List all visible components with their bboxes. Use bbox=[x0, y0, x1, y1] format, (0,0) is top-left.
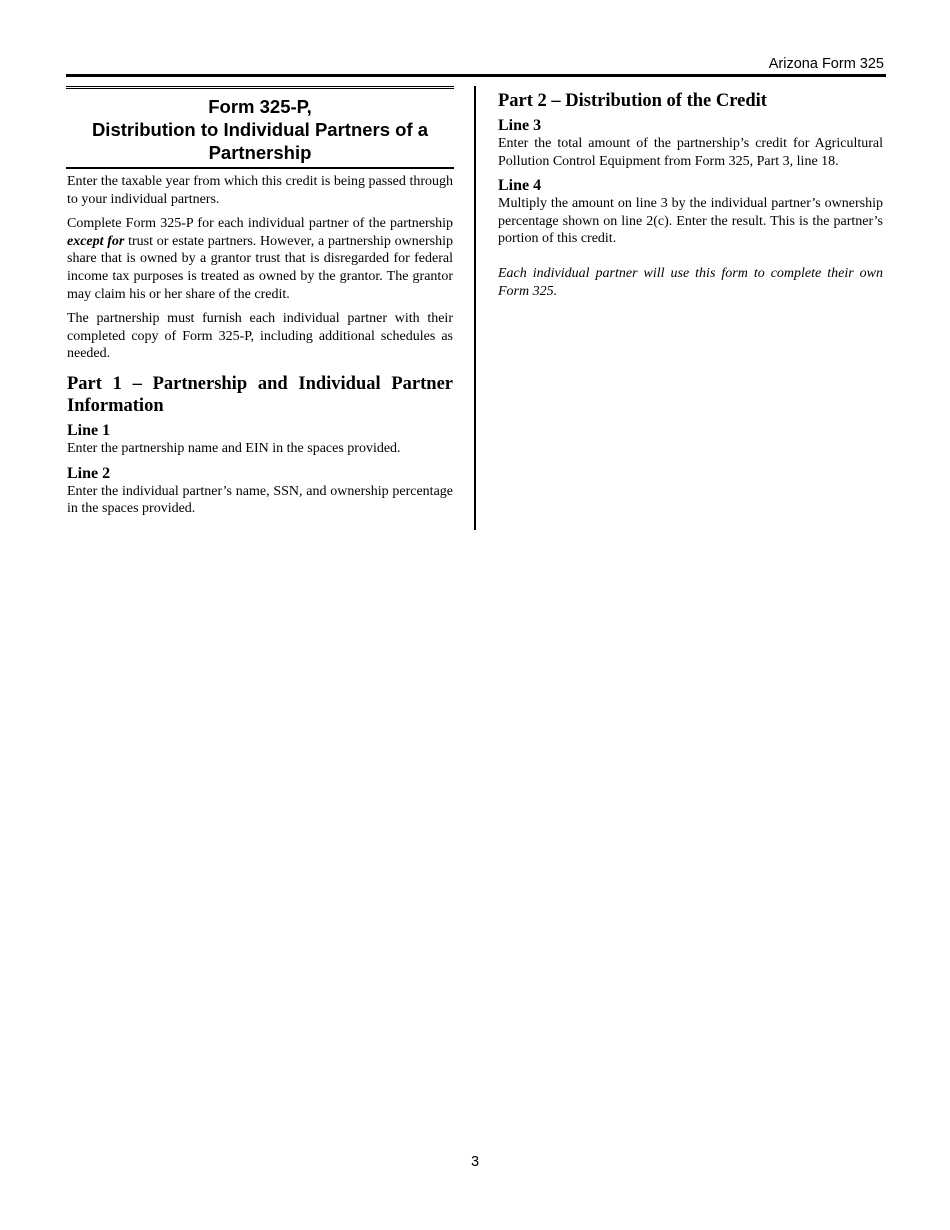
except-for-emphasis: except for bbox=[67, 233, 125, 249]
title-line-2: Distribution to Individual Partners of a bbox=[91, 119, 429, 140]
line3-text: Enter the total amount of the partnership’s credit for Agricultural Pollution Control Equipment from Form 325, Part 3, line 18. bbox=[498, 136, 883, 169]
complete-form-text-b: trust or estate partners. However, a partnership ownership share that is owned by a grantor trust that is disregarded for federal income tax purposes is treated as owned by the grantor. The grantor may claim his or her share of the credit. bbox=[67, 233, 453, 302]
furnish-copy-paragraph: The partnership must furnish each individual partner with their completed copy of Form 325-P, including additional schedules as needed. bbox=[67, 311, 453, 362]
line1-heading: Line 1 bbox=[67, 421, 111, 439]
form-title bbox=[66, 86, 454, 169]
part2-heading: Part 2 – Distribution of the Credit bbox=[498, 91, 767, 111]
title-line-3: Partnership bbox=[208, 142, 312, 163]
line2-heading: Line 2 bbox=[67, 464, 111, 482]
complete-form-paragraph bbox=[66, 215, 454, 303]
part1-heading: Part 1 – Partnership and Individual Partner Information bbox=[67, 373, 453, 416]
line4-text: Multiply the amount on line 3 by the individual partner’s ownership percentage shown on line 2(c). Enter the result. This is the partner’s portion of this credit. bbox=[498, 196, 883, 247]
taxable-year-paragraph: Enter the taxable year from which this credit is being passed through to your individual partners. bbox=[67, 174, 453, 207]
header-rule bbox=[66, 74, 886, 77]
column-divider bbox=[474, 86, 476, 530]
title-line-1: Form 325-P, bbox=[208, 96, 312, 117]
line2-text: Enter the individual partner’s name, SSN, and ownership percentage in the spaces provided. bbox=[67, 483, 453, 517]
left-column bbox=[66, 86, 454, 525]
line4-heading: Line 4 bbox=[498, 177, 542, 195]
form-label: Arizona Form 325 bbox=[768, 56, 884, 72]
line1-text: Enter the partnership name and EIN in the spaces provided. bbox=[67, 440, 401, 456]
complete-form-text-a: Complete Form 325-P for each individual partner of the partnership bbox=[67, 216, 453, 232]
line3-heading: Line 3 bbox=[498, 117, 542, 134]
partner-note: Each individual partner will use this form to complete their own Form 325. bbox=[498, 265, 883, 299]
right-column bbox=[497, 90, 884, 307]
page-number: 3 bbox=[470, 1154, 480, 1170]
